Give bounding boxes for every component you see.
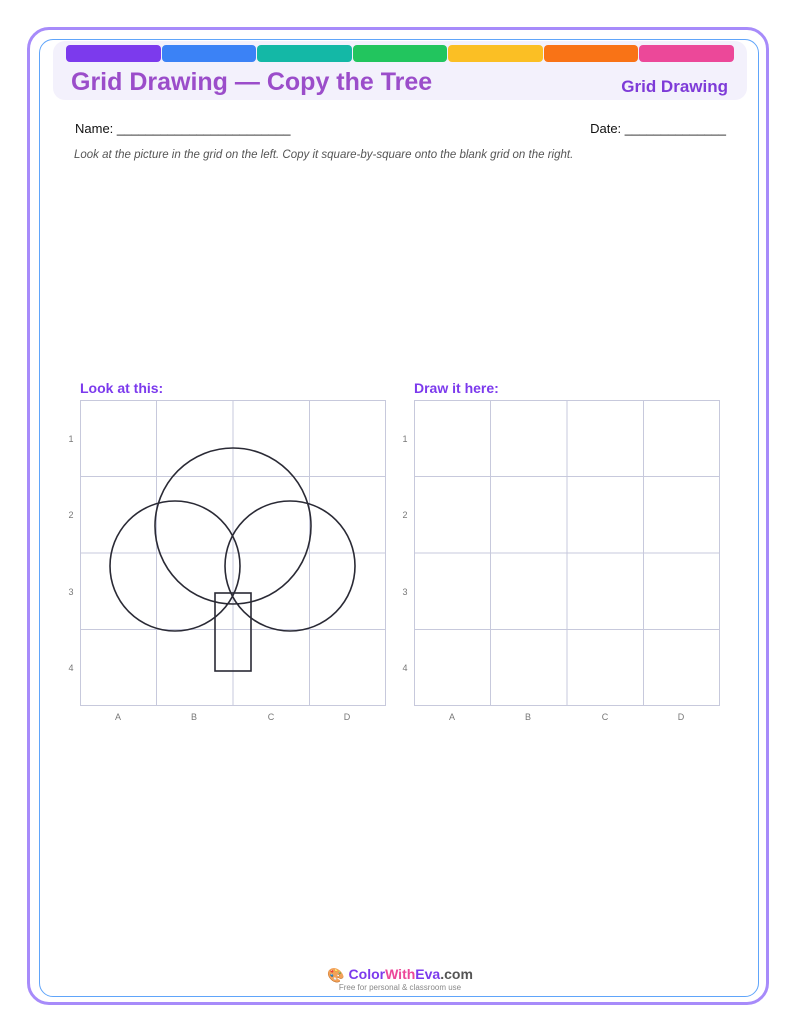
rainbow-segment xyxy=(544,45,639,62)
row-number: 3 xyxy=(402,587,408,597)
column-letter: D xyxy=(677,712,685,722)
tree-crown-right xyxy=(225,501,355,631)
rainbow-segment xyxy=(353,45,448,62)
page-title: Grid Drawing — Copy the Tree xyxy=(71,68,433,96)
rainbow-segment xyxy=(66,45,161,62)
column-letter: B xyxy=(190,712,197,722)
row-number: 2 xyxy=(68,510,74,520)
brand-part: Color xyxy=(348,966,386,982)
row-number: 1 xyxy=(402,434,408,444)
rainbow-segment xyxy=(448,45,543,62)
worksheet-subject: Grid Drawing xyxy=(621,77,728,96)
column-letter: C xyxy=(601,712,609,722)
row-number: 4 xyxy=(68,663,74,673)
footer xyxy=(0,966,800,992)
brand-part: With xyxy=(385,966,416,982)
rainbow-bar xyxy=(66,45,735,62)
column-letter: A xyxy=(448,712,455,722)
brand-logo[interactable] xyxy=(0,966,800,984)
source-grid-label: Look at this: xyxy=(80,380,164,396)
target-grid[interactable] xyxy=(414,400,720,706)
column-letter: B xyxy=(524,712,531,722)
rainbow-segment xyxy=(639,45,734,62)
rainbow-segment xyxy=(162,45,257,62)
tree-crown-left xyxy=(110,501,240,631)
column-letter: D xyxy=(343,712,351,722)
column-letter: C xyxy=(267,712,275,722)
row-number: 2 xyxy=(402,510,408,520)
brand-part: .com xyxy=(440,966,473,982)
row-number: 3 xyxy=(68,587,74,597)
palette-icon: 🎨 xyxy=(327,967,345,983)
name-field[interactable]: Name: ________________________ xyxy=(75,121,291,136)
row-number: 1 xyxy=(68,434,74,444)
row-number: 4 xyxy=(402,663,408,673)
column-letter: A xyxy=(114,712,121,722)
rainbow-segment xyxy=(257,45,352,62)
target-grid-label: Draw it here: xyxy=(414,380,499,396)
instructions: Look at the picture in the grid on the left. Copy it square-by-square onto the blank grid on the right. xyxy=(74,149,574,161)
brand-part: Eva xyxy=(415,966,441,982)
source-grid xyxy=(80,400,386,706)
brand-tagline: Free for personal & classroom use xyxy=(338,983,462,992)
date-field[interactable]: Date: ______________ xyxy=(590,121,726,136)
